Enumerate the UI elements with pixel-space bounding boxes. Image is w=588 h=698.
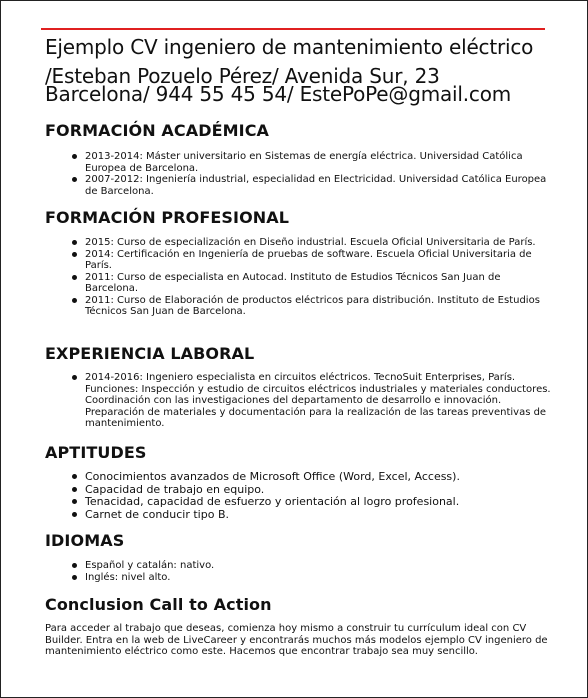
list-experiencia-laboral: [71, 372, 551, 430]
header-accent-rule: [41, 28, 545, 30]
list-formacion-profesional: [71, 237, 551, 318]
section-title-cta: Conclusion Call to Action: [45, 595, 272, 614]
list-item: 2014: Certificación en Ingeniería de pruebas de software. Escuela Oficial Universitaria de París.: [71, 249, 551, 272]
cv-contact: Barcelona/ 944 55 45 54/ EstePoPe@gmail.com: [45, 82, 512, 106]
cta-paragraph: Para acceder al trabajo que deseas, comienza hoy mismo a construir tu currículum ideal con CV Builder. Entra en la web de LiveCareer y encontrarás muchos más modelos ejemplo CV ingeniero de mantenimiento eléctrico como este. Hacemos que encontrar trabajo sea muy sencillo.: [45, 623, 548, 657]
list-item: 2014-2016: Ingeniero especialista en circuitos eléctricos. TecnoSuit Enterprises, París. Funciones: Inspección y estudio de circuitos eléctricos industriales y materiales conductores. Coordinación con las investigaciones del departamento de desarrollo e innovación. Preparación de materiales y documentación para la realización de las tareas preventivas de mantenimiento.: [71, 372, 551, 430]
section-title-formacion-academica: FORMACIÓN ACADÉMICA: [45, 121, 270, 140]
list-item: 2013-2014: Máster universitario en Sistemas de energía eléctrica. Universidad Católica Europea de Barcelona.: [71, 151, 551, 174]
cv-header: [45, 35, 565, 106]
list-item: 2011: Curso de Elaboración de productos eléctricos para distribución. Instituto de Estudios Técnicos San Juan de Barcelona.: [71, 295, 551, 318]
list-item: Conocimientos avanzados de Microsoft Office (Word, Excel, Access).: [71, 471, 551, 484]
list-item: 2007-2012: Ingeniería industrial, especialidad en Electricidad. Universidad Católica Europea de Barcelona.: [71, 174, 551, 197]
list-formacion-academica: [71, 151, 551, 197]
list-item: Capacidad de trabajo en equipo.: [71, 484, 551, 497]
cv-title: Ejemplo CV ingeniero de mantenimiento eléctrico: [45, 35, 534, 59]
list-item: 2015: Curso de especialización en Diseño industrial. Escuela Oficial Universitaria de París.: [71, 237, 551, 249]
section-title-aptitudes: APTITUDES: [45, 443, 147, 462]
section-title-formacion-profesional: FORMACIÓN PROFESIONAL: [45, 208, 290, 227]
section-title-experiencia-laboral: EXPERIENCIA LABORAL: [45, 344, 255, 363]
list-idiomas: [71, 560, 551, 583]
cv-address: /Esteban Pozuelo Pérez/ Avenida Sur, 23: [45, 64, 440, 88]
list-item: Tenacidad, capacidad de esfuerzo y orientación al logro profesional.: [71, 496, 551, 509]
list-item: Español y catalán: nativo.: [71, 560, 551, 572]
list-item: 2011: Curso de especialista en Autocad. Instituto de Estudios Técnicos San Juan de Barcelona.: [71, 272, 551, 295]
list-aptitudes: [71, 471, 551, 521]
list-item: Inglés: nivel alto.: [71, 572, 551, 584]
section-title-idiomas: IDIOMAS: [45, 531, 125, 550]
list-item: Carnet de conducir tipo B.: [71, 509, 551, 522]
